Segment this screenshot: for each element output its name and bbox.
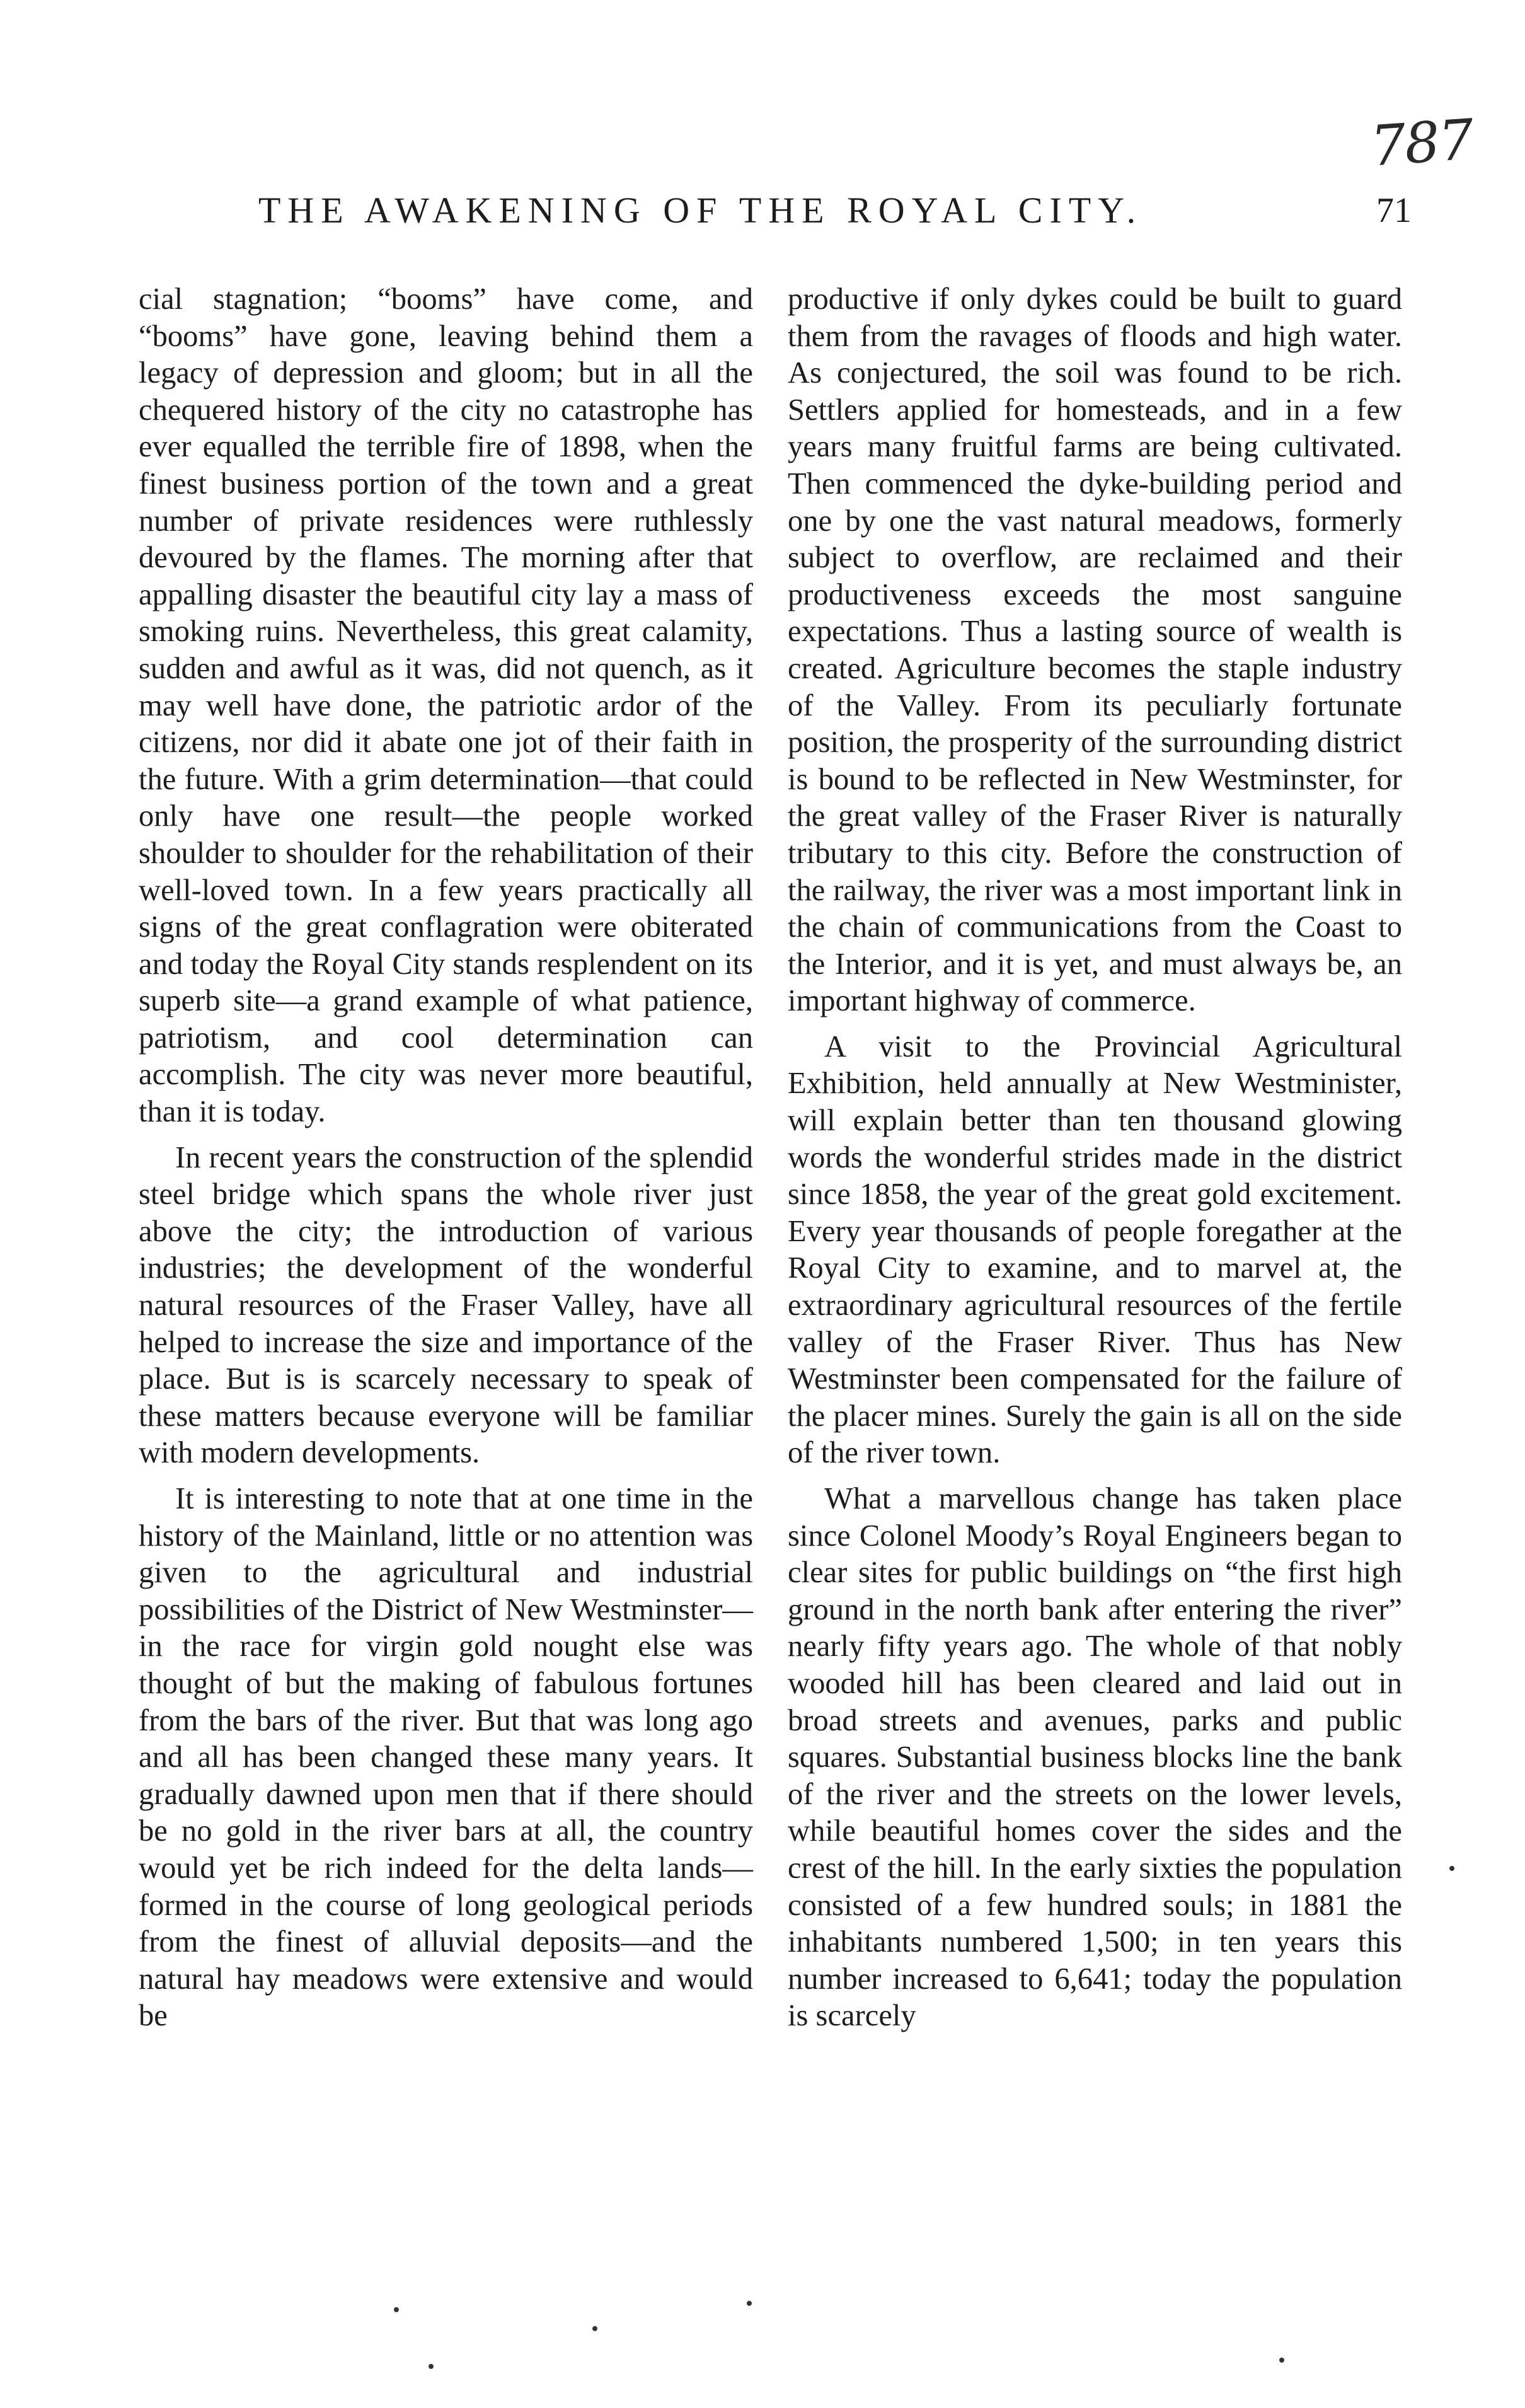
paper-speck [1449,1866,1454,1871]
page-number: 71 [1376,191,1412,230]
handwritten-page-mark: 787 [1368,107,1475,179]
paper-speck [592,2326,597,2331]
running-title: THE AWAKENING OF THE ROYAL CITY. [258,190,1143,231]
paper-speck [1279,2358,1284,2363]
right-column [788,281,1402,2043]
left-paragraph-2: In recent years the construction of the splendid steel bridge which spans the whole river just above the city; the introduction of various industries; the development of the wonderful natural resources of the Fraser Valley, have all helped to increase the size and importance of the place. But is is scarcely necessary to speak of these matters because everyone will be familiar with modern developments. [139,1140,753,1470]
left-paragraph-1: cial stagnation; “booms” have come, and “booms” have gone, leaving behind them a legacy of depression and gloom; but in all the chequered history of the city no catastrophe has ever equalled the terrible fire of 1898, when the finest business portion of the town and a great number of private residences were ruthlessly devoured by the flames. The morning after that appalling disaster the beautiful city lay a mass of smoking ruins. Nevertheless, this great calamity, sudden and awful as it was, did not quench, as it may well have done, the patriotic ardor of the citizens, nor did it abate one jot of their faith in the future. With a grim determination—that could only have one result—the people worked shoulder to shoulder for the rehabilitation of their well-loved town. In a few years practically all signs of the great conflagration were obiterated and today the Royal City stands resplendent on its superb site—a grand example of what patience, patriotism, and cool determination can accomplish. The city was never more beautiful, than it is today. [139,282,753,1129]
paper-speck [747,2301,752,2306]
left-column [139,281,753,2043]
paper-speck [394,2307,399,2312]
right-paragraph-3: What a marvellous change has taken place since Colonel Moody’s Royal Engineers began to clear sites for public buildings on “the first high ground in the north bank after entering the river” nearly fifty years ago. The whole of that nobly wooded hill has been cleared and laid out in broad streets and avenues, parks and public squares. Substantial business blocks line the bank of the river and the streets on the lower levels, while beautiful homes cover the sides and the crest of the hill. In the early sixties the population consisted of a few hundred souls; in 1881 the inhabitants numbered 1,500; in ten years this number increased to 6,641; today the population is scarcely [788,1481,1402,2033]
running-head [258,189,1424,246]
left-paragraph-3: It is interesting to note that at one time in the history of the Mainland, little or no attention was given to the agricultural and industrial possibilities of the District of New Westminster—in the race for virgin gold nought else was thought of but the making of fabulous fortunes from the bars of the river. But that was long ago and all has been changed these many years. It gradually dawned upon men that if there should be no gold in the river bars at all, the country would yet be rich indeed for the delta lands—formed in the course of long geological periods from the finest of alluvial deposits—and the natural hay meadows were extensive and would be [139,1481,753,2033]
right-paragraph-2: A visit to the Provincial Agricultural Exhibition, held annually at New Westminister, will explain better than ten thousand glowing words the wonderful strides made in the district since 1858, the year of the great gold excitement. Every year thousands of people foregather at the Royal City to examine, and to marvel at, the extraordinary agricultural resources of the fertile valley of the Fraser River. Thus has New Westminster been compensated for the failure of the placer mines. Surely the gain is all on the side of the river town. [788,1029,1402,1470]
right-paragraph-1: productive if only dykes could be built to guard them from the ravages of floods and high water. As conjectured, the soil was found to be rich. Settlers applied for homesteads, and in a few years many fruitful farms are being cultivated. Then commenced the dyke-building period and one by one the vast natural meadows, formerly subject to overflow, are reclaimed and their productiveness exceeds the most sanguine expectations. Thus a lasting source of wealth is created. Agriculture becomes the staple industry of the Valley. From its peculiarly fortunate position, the prosperity of the surrounding district is bound to be reflected in New Westminster, for the great valley of the Fraser River is naturally tributary to this city. Before the construction of the railway, the river was a most important link in the chain of communications from the Coast to the Interior, and it is yet, and must always be, an important highway of commerce. [788,282,1402,1018]
paper-speck [429,2364,434,2369]
